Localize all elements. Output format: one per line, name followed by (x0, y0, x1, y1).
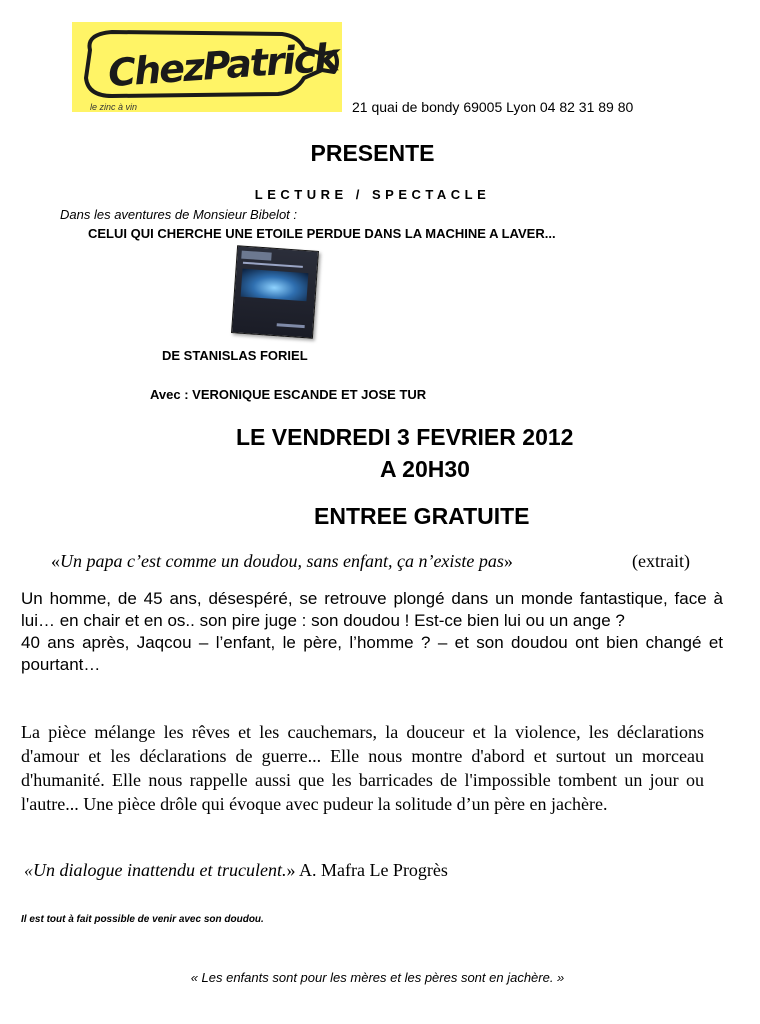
play-title: CELUI QUI CHERCHE UNE ETOILE PERDUE DANS LA MACHINE A LAVER... (88, 226, 556, 241)
doudou-note: Il est tout à fait possible de venir avec son doudou. (21, 914, 264, 925)
quote-note: (extrait) (632, 551, 690, 571)
review-text: «Un dialogue inattendu et truculent. (24, 860, 287, 880)
quote-close-mark: » (503, 551, 513, 571)
author-credit: DE STANISLAS FORIEL (162, 348, 308, 363)
event-date: LE VENDREDI 3 FEVRIER 2012 (236, 424, 574, 450)
synopsis-paragraph: 40 ans après, Jaqcou – l’enfant, le père, l’homme ? – et son doudou ont bien changé et pourtant… (21, 633, 723, 674)
venue-address: 21 quai de bondy 69005 Lyon 04 82 31 89 80 (352, 99, 634, 115)
closing-quote: « Les enfants sont pour les mères et les pères sont en jachère. » (190, 970, 565, 985)
event-time: A 20H30 (380, 456, 470, 482)
headline: PRESENTE (310, 140, 435, 166)
press-review (24, 860, 448, 881)
logo-tagline: le zinc à vin (90, 102, 138, 112)
event-category: LECTURE / SPECTACLE (254, 187, 491, 202)
review-source: » A. Mafra Le Progrès (286, 860, 448, 880)
quote-text: Un papa c’est comme un doudou, sans enfant, ça n’existe pas (60, 551, 504, 571)
featured-quote (51, 551, 513, 572)
synopsis-paragraph: Un homme, de 45 ans, désespéré, se retrouve plongé dans un monde fantastique, face à lui… en chair et en os.. son pire juge : son doudou ! Est-ce bien lui ou un ange ? (21, 589, 723, 630)
cast-credit: Avec : VERONIQUE ESCANDE ET JOSE TUR (150, 387, 427, 402)
play-description: La pièce mélange les rêves et les cauchemars, la douceur et la violence, les déclarations d'amour et les déclarations de guerre... Elle nous montre d'abord et surtout un morceau d'humanité. Elle nous rappelle aussi que les barricades de l'impossible tombent un jour ou l'autre... Une pièce drôle qui évoque avec pudeur la solitude d’un père en jachère. (21, 722, 704, 814)
series-intro: Dans les aventures de Monsieur Bibelot : (60, 207, 298, 222)
chez-patrick-logo (72, 22, 342, 112)
quote-open-mark: « (51, 551, 60, 571)
book-cover-image (231, 245, 319, 339)
logo-wordmark: ChezPatrick (106, 35, 339, 96)
synopsis (21, 588, 723, 676)
admission-info: ENTREE GRATUITE (314, 503, 530, 529)
